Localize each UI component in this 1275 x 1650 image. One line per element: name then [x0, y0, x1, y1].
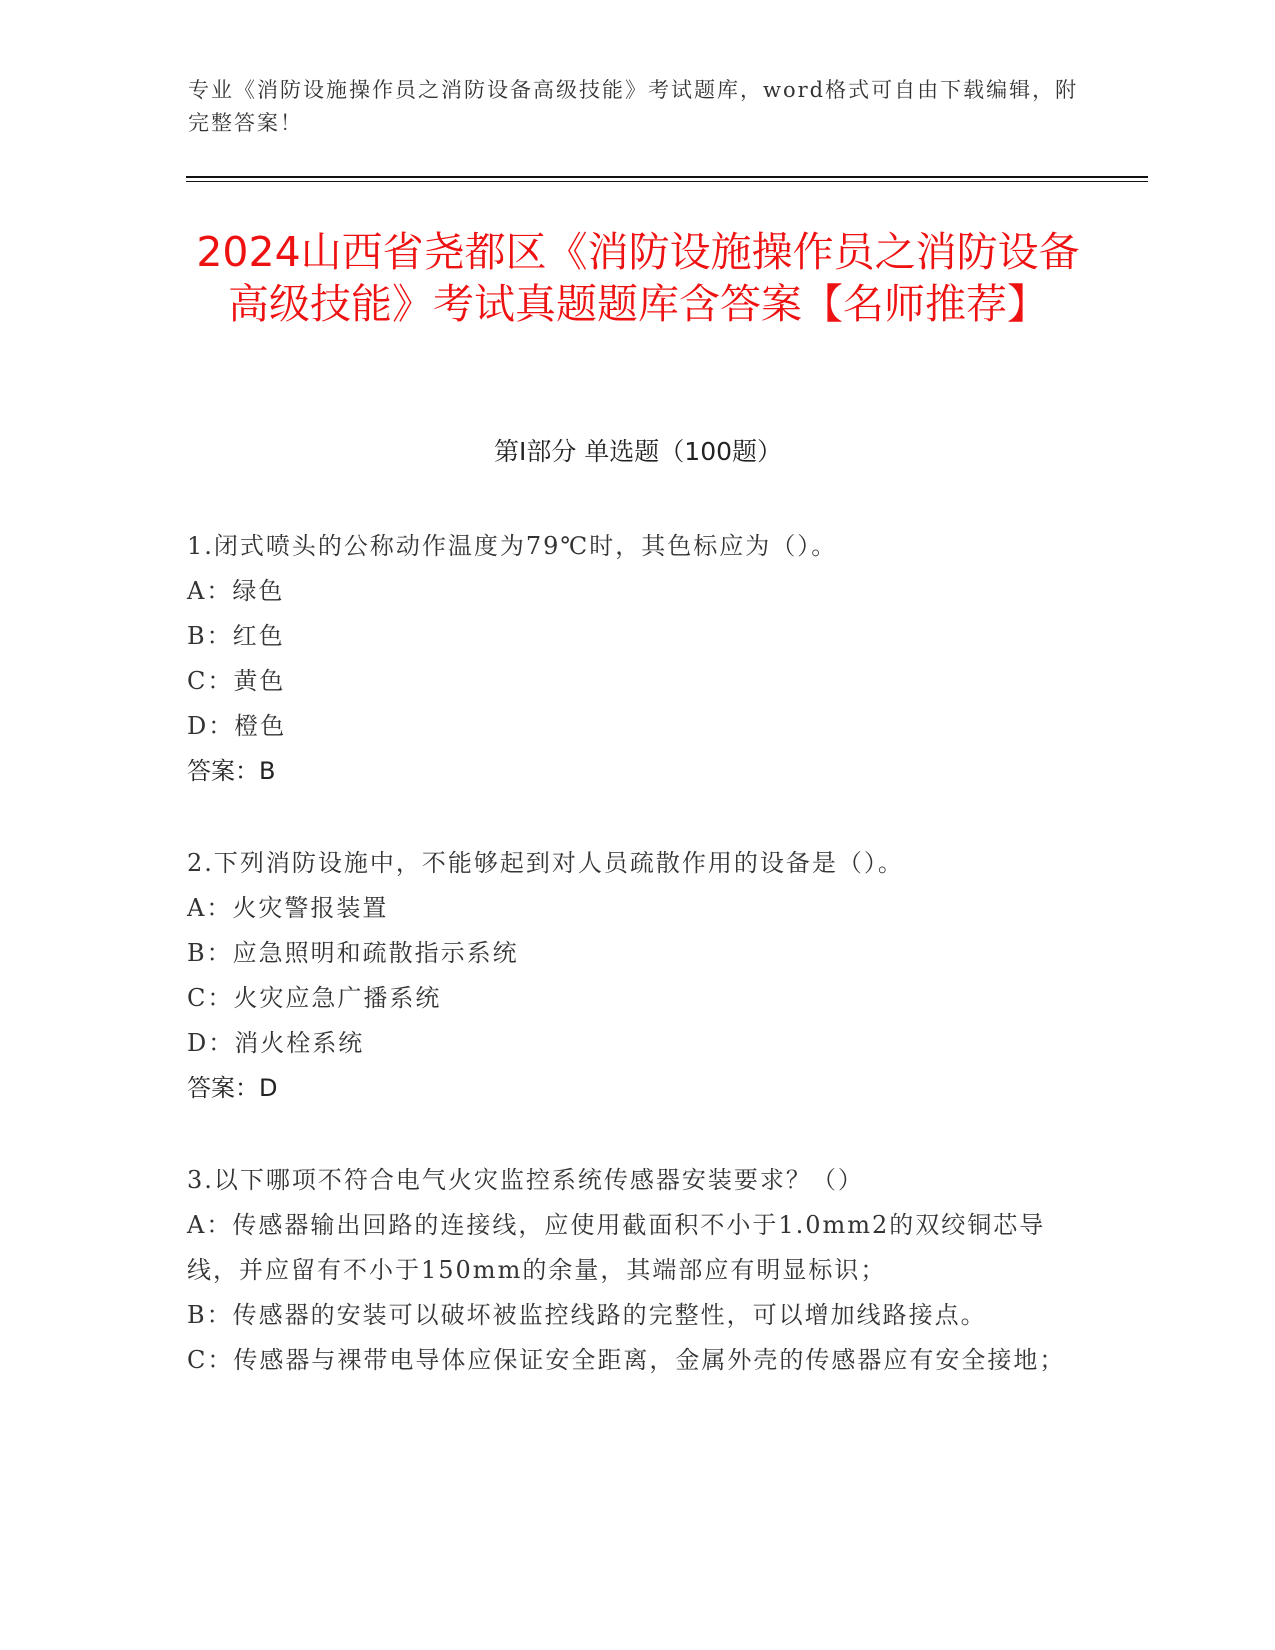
- option-b: B：传感器的安装可以破坏被监控线路的完整性，可以增加线路接点。: [187, 1301, 987, 1329]
- header-note: 专业《消防设施操作员之消防设备高级技能》考试题库，word格式可自由下载编辑，附完整答案！: [188, 78, 1079, 135]
- option-a: A：火灾警报装置: [187, 894, 389, 922]
- question-2: [187, 841, 1067, 1111]
- option-b: B：应急照明和疏散指示系统: [187, 939, 519, 967]
- question-list: [187, 524, 1067, 1430]
- question-3: [187, 1158, 1067, 1383]
- option-c: C：黄色: [187, 667, 286, 695]
- option-a: A：绿色: [187, 577, 285, 605]
- answer-line: 答案：D: [187, 1074, 278, 1102]
- option-b: B：红色: [187, 622, 285, 650]
- option-c: C：传感器与裸带电导体应保证安全距离，金属外壳的传感器应有安全接地；: [187, 1346, 1066, 1374]
- option-d: D：橙色: [187, 712, 287, 740]
- question-text: 2.下列消防设施中，不能够起到对人员疏散作用的设备是（）。: [187, 849, 904, 877]
- header-divider-thick: [186, 176, 1148, 178]
- header-divider-thin: [186, 181, 1148, 182]
- question-text: 1.闭式喷头的公称动作温度为79℃时，其色标应为（）。: [187, 532, 838, 560]
- question-1: [187, 524, 1067, 794]
- section-title: 第I部分 单选题（100题）: [493, 437, 783, 466]
- option-a: A：传感器输出回路的连接线，应使用截面积不小于1.0mm2的双绞铜芯导线，并应留有不小于150mm的余量，其端部应有明显标识；: [187, 1211, 1046, 1284]
- option-c: C：火灾应急广播系统: [187, 984, 442, 1012]
- document-title: 2024山西省尧都区《消防设施操作员之消防设备高级技能》考试真题题库含答案【名师推荐】: [196, 228, 1080, 328]
- option-d: D：消火栓系统: [187, 1029, 365, 1057]
- question-text: 3.以下哪项不符合电气火灾监控系统传感器安装要求？（）: [187, 1166, 864, 1194]
- answer-line: 答案：B: [187, 757, 276, 785]
